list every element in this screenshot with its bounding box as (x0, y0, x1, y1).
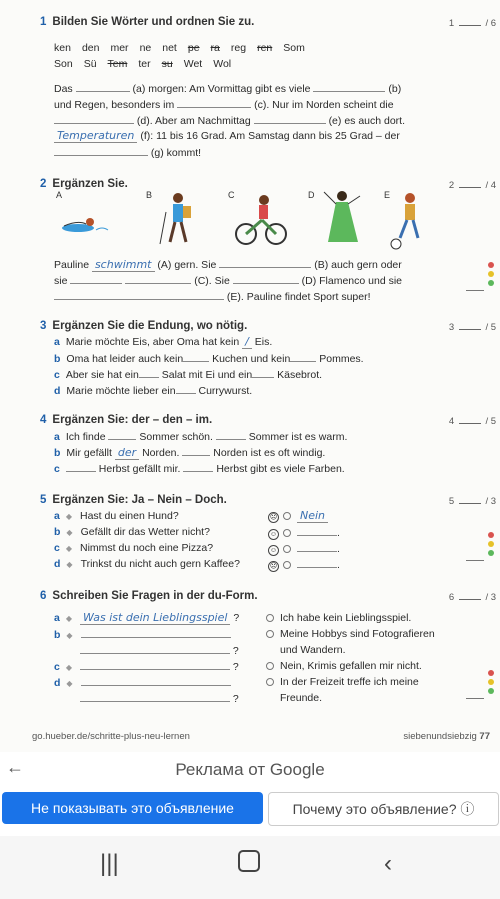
text-line: (E). Pauline findet Sport super! (54, 288, 454, 305)
svg-text:C: C (228, 190, 235, 200)
back-arrow-icon[interactable]: ← (6, 757, 24, 777)
score-field: 1 / 6 (449, 14, 496, 32)
sad-face-icon: ☹ (269, 514, 278, 521)
recent-apps-icon[interactable]: ||| (100, 850, 119, 877)
label-a: A (56, 190, 63, 200)
text-line: Temperaturen (f): 11 bis 16 Grad. Am Samstag dann bis 25 Grad – der (54, 128, 454, 144)
list-item: d Marie möchte lieber ein Currywurst. (54, 382, 252, 399)
answer: Meine Hobbys sind Fotografieren (266, 626, 435, 642)
answer: In der Freizeit treffe ich meine (266, 674, 419, 690)
list-item: b ◆ Gefällt dir das Wetter nicht? ☺ . (54, 526, 340, 539)
ad-label: Реклама от Google (175, 760, 325, 779)
list-item: a Ich finde Sommer schön. Sommer ist es warm. (54, 428, 347, 445)
list-item: a ◆ Hast du einen Hund? ☹ Nein (54, 508, 354, 525)
why-ad-button[interactable]: Почему это объявление? ⓘ (268, 792, 499, 826)
question-d: d ◆ (54, 674, 231, 692)
text-line: Pauline schwimmt (A) gern. Sie (B) auch gern oder (54, 258, 402, 271)
exercise-5 (40, 492, 496, 572)
list-item: b Mir gefällt der Norden. Norden ist es oft windig. (54, 446, 326, 459)
exercise-title: 2 Ergänzen Sie. (40, 178, 128, 190)
handwritten-answer: schwimmt (92, 258, 155, 272)
info-icon: ⓘ (460, 801, 475, 817)
navigation-bar (0, 836, 500, 899)
handwritten-answer: Temperaturen (54, 129, 137, 143)
question-a: a ◆ Was ist dein Lieblingsspiel ? (54, 611, 240, 624)
svg-text:B: B (146, 190, 153, 200)
home-icon[interactable] (238, 850, 260, 879)
text-line: sie (C). Sie (D) Flamenco und sie (54, 272, 454, 289)
smiley-face-icon: ☺ (269, 547, 278, 554)
list-item: c Herbst gefällt mir. Herbst gibt es viele Farben. (54, 460, 345, 477)
exercise-1 (40, 14, 496, 164)
traffic-light (488, 262, 494, 289)
score-field: 6 / 3 (449, 588, 496, 606)
score-field: 4 / 5 (449, 412, 496, 430)
list-item: a Marie möchte Eis, aber Oma hat kein / Eis. (54, 335, 273, 348)
exercise-3 (40, 318, 496, 400)
list-item: d ◆ Trinkst du nicht auch gern Kaffee? ☹ . (54, 558, 340, 571)
exercise-title: 1 Bilden Sie Wörter und ordnen Sie zu. (40, 16, 255, 28)
page-number: 77 (479, 731, 490, 742)
question-c: c ◆ ? (54, 658, 239, 676)
sport-illustrations (50, 186, 420, 252)
list-item: b Oma hat leider auch kein Kuchen und kein Pommes. (54, 350, 364, 367)
dancing-figure (324, 191, 360, 242)
question-b: b ◆ (54, 626, 231, 644)
svg-text:D: D (308, 190, 315, 200)
exercise-2 (40, 176, 496, 306)
sad-face-icon: ☹ (269, 563, 278, 570)
score-field: 2 / 4 (449, 176, 496, 194)
smiley-face-icon: ☺ (269, 531, 278, 538)
traffic-light (488, 670, 494, 697)
text-line: (g) kommt! (54, 144, 444, 161)
svg-text:E: E (384, 190, 391, 200)
football-figure (391, 193, 418, 249)
footer-url: go.hueber.de/schritte-plus-neu-lernen (32, 731, 190, 742)
syllables-row-1: ken den mer ne net pe ra reg ren Som (54, 42, 305, 54)
exercise-4 (40, 412, 496, 478)
text-line: Das (a) morgen: Am Vormittag gibt es viele (b) (54, 80, 444, 97)
cycling-figure (236, 195, 286, 244)
text-line: (d). Aber am Nachmittag (e) es auch dort. (54, 112, 444, 129)
swimming-figure (62, 218, 108, 232)
exercise-title: 3 Ergänzen Sie die Endung, wo nötig. (40, 320, 248, 332)
score-field: 5 / 3 (449, 492, 496, 510)
answer: Nein, Krimis gefallen mir nicht. (266, 658, 422, 674)
traffic-light (488, 532, 494, 559)
text-line: und Regen, besonders im (c). Nur im Norden scheint die (54, 96, 444, 113)
exercise-title: 4 Ergänzen Sie: der – den – im. (40, 414, 213, 426)
list-item: c ◆ Nimmst du noch eine Pizza? ☺ . (54, 542, 340, 555)
answer: Ich habe kein Lieblingsspiel. (266, 610, 411, 626)
hide-ad-button[interactable]: Не показывать это объявление (2, 792, 263, 824)
score-field: 3 / 5 (449, 318, 496, 336)
exercise-title: 6 Schreiben Sie Fragen in der du-Form. (40, 590, 258, 602)
page-footer: go.hueber.de/schritte-plus-neu-lernen siebenundsiebzig 77 (32, 731, 490, 742)
list-item: c Aber sie hat ein Salat mit Ei und ein Käsebrot. (54, 366, 322, 383)
back-icon[interactable]: ‹ (384, 850, 392, 877)
syllables-row-2: Son Sü Tem ter su Wet Wol (54, 58, 232, 70)
exercise-6: 6 Schreiben Sie Fragen in der du-Form. 6 / 3 a ◆ Was ist dein Lieblingsspiel ? b ◆ ? c ◆ ? d ◆ ? Ich habe kein Lieblingsspiel. Meine Hobbys sind Fotografieren und Wandern. Nein, Krimis gefallen mir nicht. In der Freizeit treffe ich meine Freunde. (40, 590, 496, 705)
hiking-figure (160, 193, 191, 244)
exercise-title: 5 Ergänzen Sie: Ja – Nein – Doch. (40, 494, 227, 506)
